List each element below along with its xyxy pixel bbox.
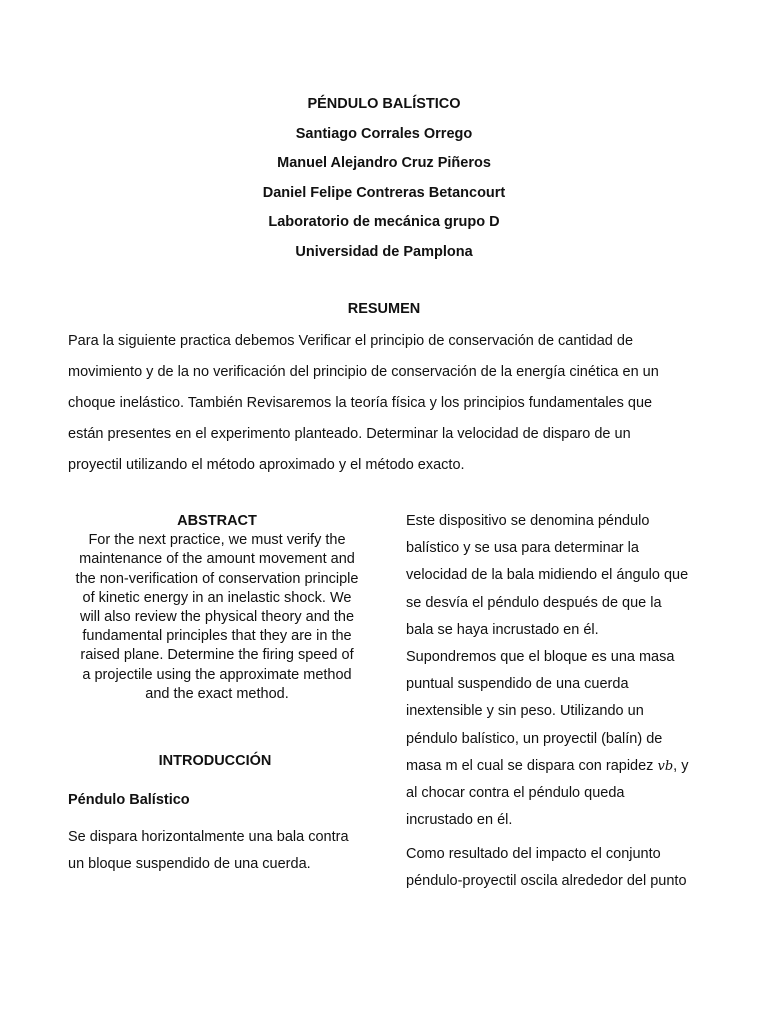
- abstract-line: fundamental principles that they are in the: [82, 628, 352, 645]
- paragraph-line: péndulo balístico, un proyectil (balín) de: [406, 730, 663, 747]
- paragraph-line: Se dispara horizontalmente una bala contra: [68, 829, 349, 845]
- author-name: Santiago Corrales Orrego: [295, 125, 473, 142]
- math-line-text-before: masa m el cual se dispara con rapidez: [406, 757, 658, 774]
- resumen-line: están presentes en el experimento planteado. Determinar la velocidad de disparo de un: [68, 426, 631, 443]
- institution-name: Universidad de Pamplona: [295, 243, 473, 260]
- resumen-paragraph: [68, 326, 708, 481]
- pendulo-subheading: Péndulo Balístico: [68, 792, 190, 808]
- abstract-line: and the exact method.: [145, 685, 289, 702]
- resumen-line: Para la siguiente practica debemos Verificar el principio de conservación de cantidad de: [68, 333, 634, 349]
- math-line-text-after: , y: [673, 757, 689, 774]
- paragraph-line: péndulo-proyectil oscila alrededor del punto: [406, 873, 687, 890]
- paragraph-line: se desvía el péndulo después de que la: [406, 594, 662, 611]
- paragraph-line: incrustado en él.: [406, 812, 513, 829]
- left-column: [66, 512, 368, 704]
- paragraph-line: balístico y se usa para determinar la: [406, 540, 639, 557]
- abstract-line: a projectile using the approximate method: [82, 666, 352, 683]
- velocity-symbol: vb: [657, 758, 674, 774]
- abstract-heading: ABSTRACT: [177, 513, 257, 529]
- author-name: Daniel Felipe Contreras Betancourt: [262, 184, 506, 201]
- author-name: Manuel Alejandro Cruz Piñeros: [277, 155, 491, 172]
- paragraph-line-with-math: [406, 753, 706, 780]
- abstract-line: For the next practice, we must verify the: [88, 532, 346, 549]
- paragraph-line: inextensible y sin peso. Utilizando un: [406, 703, 644, 720]
- resumen-line: choque inelástico. También Revisaremos la teoría física y los principios fundamentales que: [68, 395, 653, 412]
- abstract-line: the non-verification of conservation principle: [75, 570, 359, 587]
- paragraph-line: un bloque suspendido de una cuerda.: [68, 856, 311, 873]
- document-title: PÉNDULO BALÍSTICO: [307, 96, 461, 112]
- abstract-line: raised plane. Determine the firing speed of: [80, 647, 354, 664]
- introduccion-paragraph: [68, 824, 368, 878]
- introduccion-heading: INTRODUCCIÓN: [158, 753, 272, 769]
- paragraph-line: velocidad de la bala midiendo el ángulo que: [406, 567, 689, 584]
- abstract-line: of kinetic energy in an inelastic shock. We: [82, 589, 352, 606]
- resumen-line: proyectil utilizando el método aproximado y el método exacto.: [68, 457, 465, 474]
- paragraph-line: bala se haya incrustado en él.: [406, 621, 599, 638]
- right-column-paragraph-2: [406, 841, 706, 895]
- abstract-line: maintenance of the amount movement and: [79, 551, 355, 568]
- right-column-paragraph: [406, 508, 706, 834]
- paragraph-line: Este dispositivo se denomina péndulo: [406, 513, 650, 529]
- course-name: Laboratorio de mecánica grupo D: [268, 214, 500, 231]
- paragraph-line: Supondremos que el bloque es una masa: [406, 648, 675, 665]
- title-block: [0, 90, 768, 268]
- resumen-line: movimiento y de la no verificación del principio de conservación de la energía cinética en un: [68, 364, 659, 381]
- abstract-line: will also review the physical theory and the: [79, 608, 355, 625]
- paragraph-line: Como resultado del impacto el conjunto: [406, 846, 661, 862]
- resumen-heading: RESUMEN: [347, 301, 421, 317]
- paragraph-line: puntual suspendido de una cuerda: [406, 676, 629, 693]
- paragraph-line: al chocar contra el péndulo queda: [406, 784, 625, 801]
- abstract-section: [66, 512, 368, 704]
